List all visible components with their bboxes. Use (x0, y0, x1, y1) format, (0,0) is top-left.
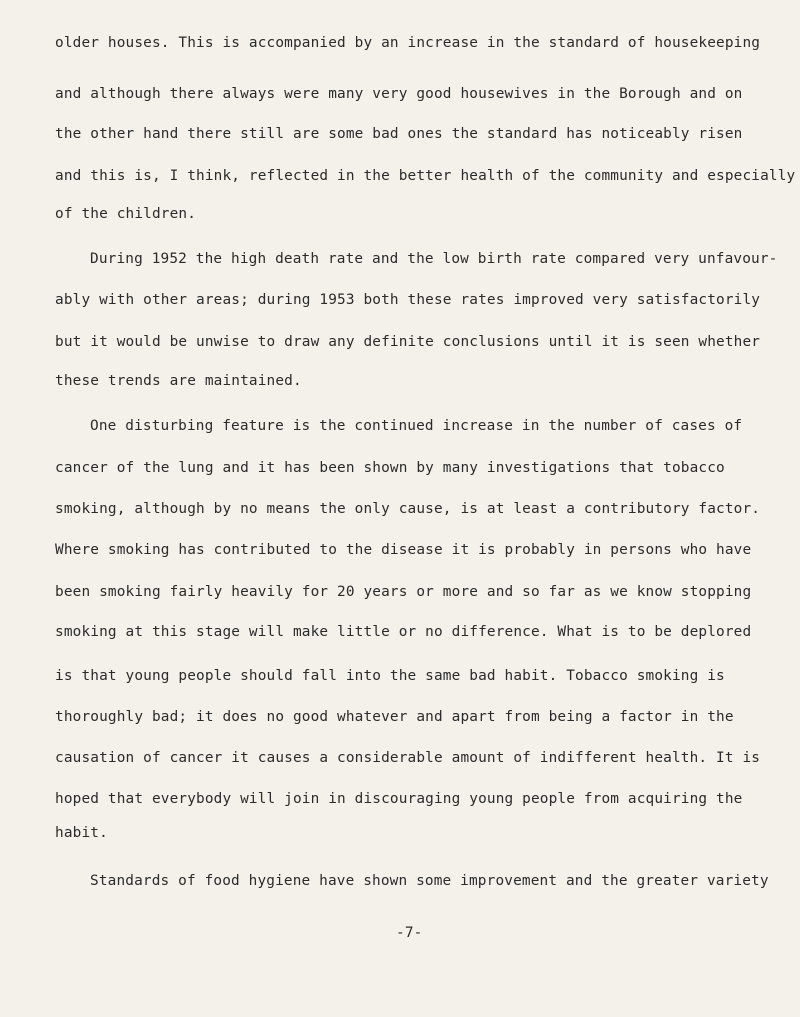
text-line: of the children. (55, 206, 197, 222)
text-line: hoped that everybody will join in discouraging young people from acquiring the (55, 791, 743, 807)
text-line: thoroughly bad; it does no good whatever and apart from being a factor in the (55, 709, 734, 725)
text-line: One disturbing feature is the continued increase in the number of cases of (90, 418, 743, 434)
text-line: During 1952 the high death rate and the low birth rate compared very unfavour- (90, 251, 778, 267)
text-line: cancer of the lung and it has been shown by many investigations that tobacco (55, 460, 725, 476)
text-line: older houses. This is accompanied by an increase in the standard of housekeeping (55, 35, 761, 51)
text-line: smoking at this stage will make little or no difference. What is to be deplored (55, 624, 752, 640)
text-line: habit. (55, 825, 108, 841)
page-number: -7- (396, 925, 423, 941)
text-line: the other hand there still are some bad ones the standard has noticeably risen (55, 126, 743, 142)
text-line: and although there always were many very good housewives in the Borough and on (55, 86, 743, 102)
text-line: smoking, although by no means the only cause, is at least a contributory factor. (55, 501, 761, 517)
text-line: been smoking fairly heavily for 20 years or more and so far as we know stopping (55, 584, 752, 600)
text-line: is that young people should fall into the same bad habit. Tobacco smoking is (55, 668, 725, 684)
text-line: these trends are maintained. (55, 373, 302, 389)
text-line: ably with other areas; during 1953 both these rates improved very satisfactorily (55, 292, 761, 308)
text-line: Standards of food hygiene have shown some improvement and the greater variety (90, 873, 769, 889)
text-line: but it would be unwise to draw any definite conclusions until it is seen whether (55, 334, 761, 350)
text-line: Where smoking has contributed to the disease it is probably in persons who have (55, 542, 752, 558)
text-line: and this is, I think, reflected in the better health of the community and especially (55, 168, 796, 184)
text-line: causation of cancer it causes a considerable amount of indifferent health. It is (55, 750, 761, 766)
